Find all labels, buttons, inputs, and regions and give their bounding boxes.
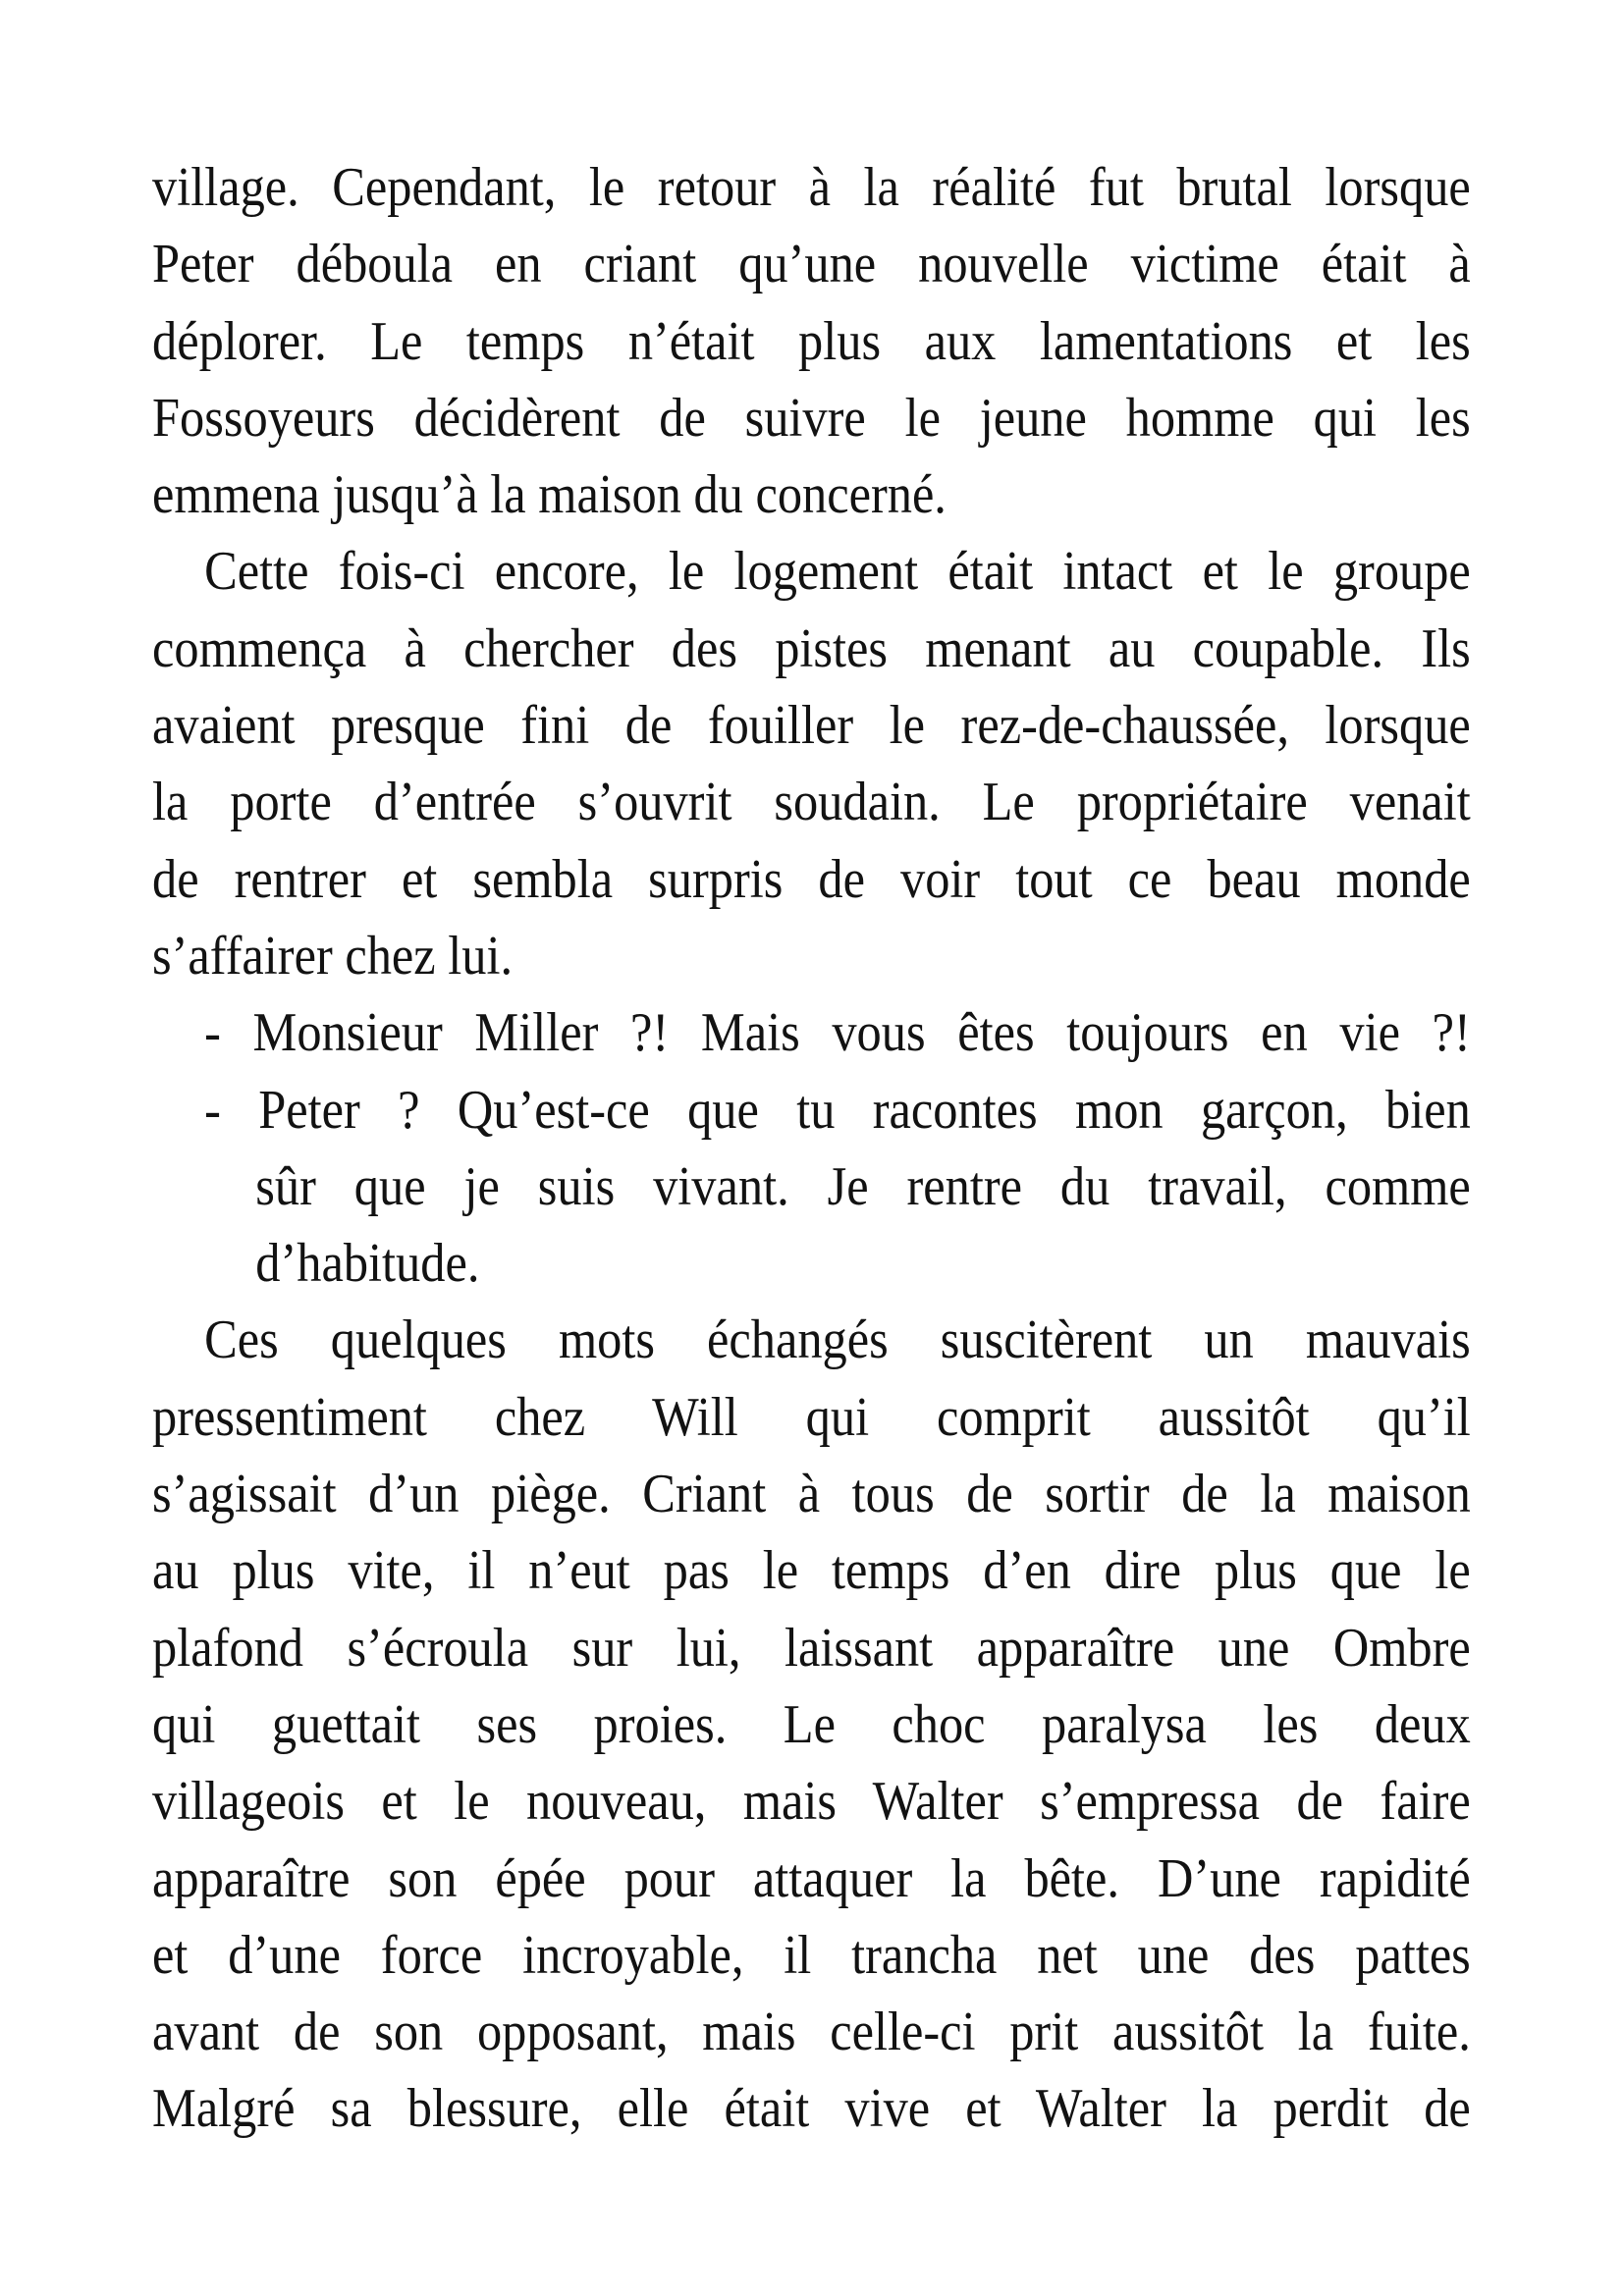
dialogue-paragraph <box>152 994 1471 1071</box>
text-line: au plus vite, il n’eut pas le temps d’en dire plus que le <box>152 1540 1471 1602</box>
dialogue-line: sûr que je suis vivant. Je rentre du travail, comme <box>255 1155 1471 1217</box>
paragraph <box>152 1302 1471 2147</box>
dialogue-line: d’habitude. <box>255 1233 480 1295</box>
text-line: de rentrer et sembla surpris de voir tout ce beau monde <box>152 848 1471 910</box>
dialogue-line: - Peter ? Qu’est-ce que tu racontes mon garçon, bien <box>204 1079 1471 1141</box>
text-line: plafond s’écroula sur lui, laissant apparaître une Ombre <box>152 1617 1471 1679</box>
text-line: Malgré sa blessure, elle était vive et Walter la perdit de <box>152 2078 1471 2140</box>
text-line: avant de son opposant, mais celle-ci prit aussitôt la fuite. <box>152 2002 1471 2063</box>
paragraph <box>152 533 1471 994</box>
text-line: et d’une force incroyable, il trancha net une des pattes <box>152 1924 1471 1986</box>
text-line: Cette fois-ci encore, le logement était intact et le groupe <box>204 541 1471 603</box>
text-line: commença à chercher des pistes menant au coupable. Ils <box>152 617 1471 679</box>
text-line: villageois et le nouveau, mais Walter s’empressa de faire <box>152 1771 1471 1833</box>
text-line: qui guettait ses proies. Le choc paralysa les deux <box>152 1693 1471 1755</box>
text-line: Peter déboula en criant qu’une nouvelle victime était à <box>152 234 1471 295</box>
text-line: pressentiment chez Will qui comprit aussitôt qu’il <box>152 1386 1471 1448</box>
text-line: apparaître son épée pour attaquer la bête. D’une rapidité <box>152 1847 1471 1909</box>
text-line: avaient presque fini de fouiller le rez-de-chaussée, lorsque <box>152 695 1471 757</box>
page-text-block <box>152 149 1471 2148</box>
dialogue-line: - Monsieur Miller ?! Mais vous êtes toujours en vie ?! <box>204 1002 1471 1064</box>
text-line: s’agissait d’un piège. Criant à tous de sortir de la maison <box>152 1464 1471 1525</box>
text-line: Fossoyeurs décidèrent de suivre le jeune homme qui les <box>152 387 1471 449</box>
text-line: emmena jusqu’à la maison du concerné. <box>152 464 947 526</box>
text-line: s’affairer chez lui. <box>152 925 514 987</box>
dialogue-paragraph <box>152 1072 1471 1303</box>
text-line: la porte d’entrée s’ouvrit soudain. Le propriétaire venait <box>152 772 1471 833</box>
text-line: Ces quelques mots échangés suscitèrent un mauvais <box>204 1309 1471 1371</box>
paragraph <box>152 149 1471 533</box>
text-line: village. Cependant, le retour à la réalité fut brutal lorsque <box>152 157 1471 218</box>
text-line: déplorer. Le temps n’était plus aux lamentations et les <box>152 310 1471 372</box>
